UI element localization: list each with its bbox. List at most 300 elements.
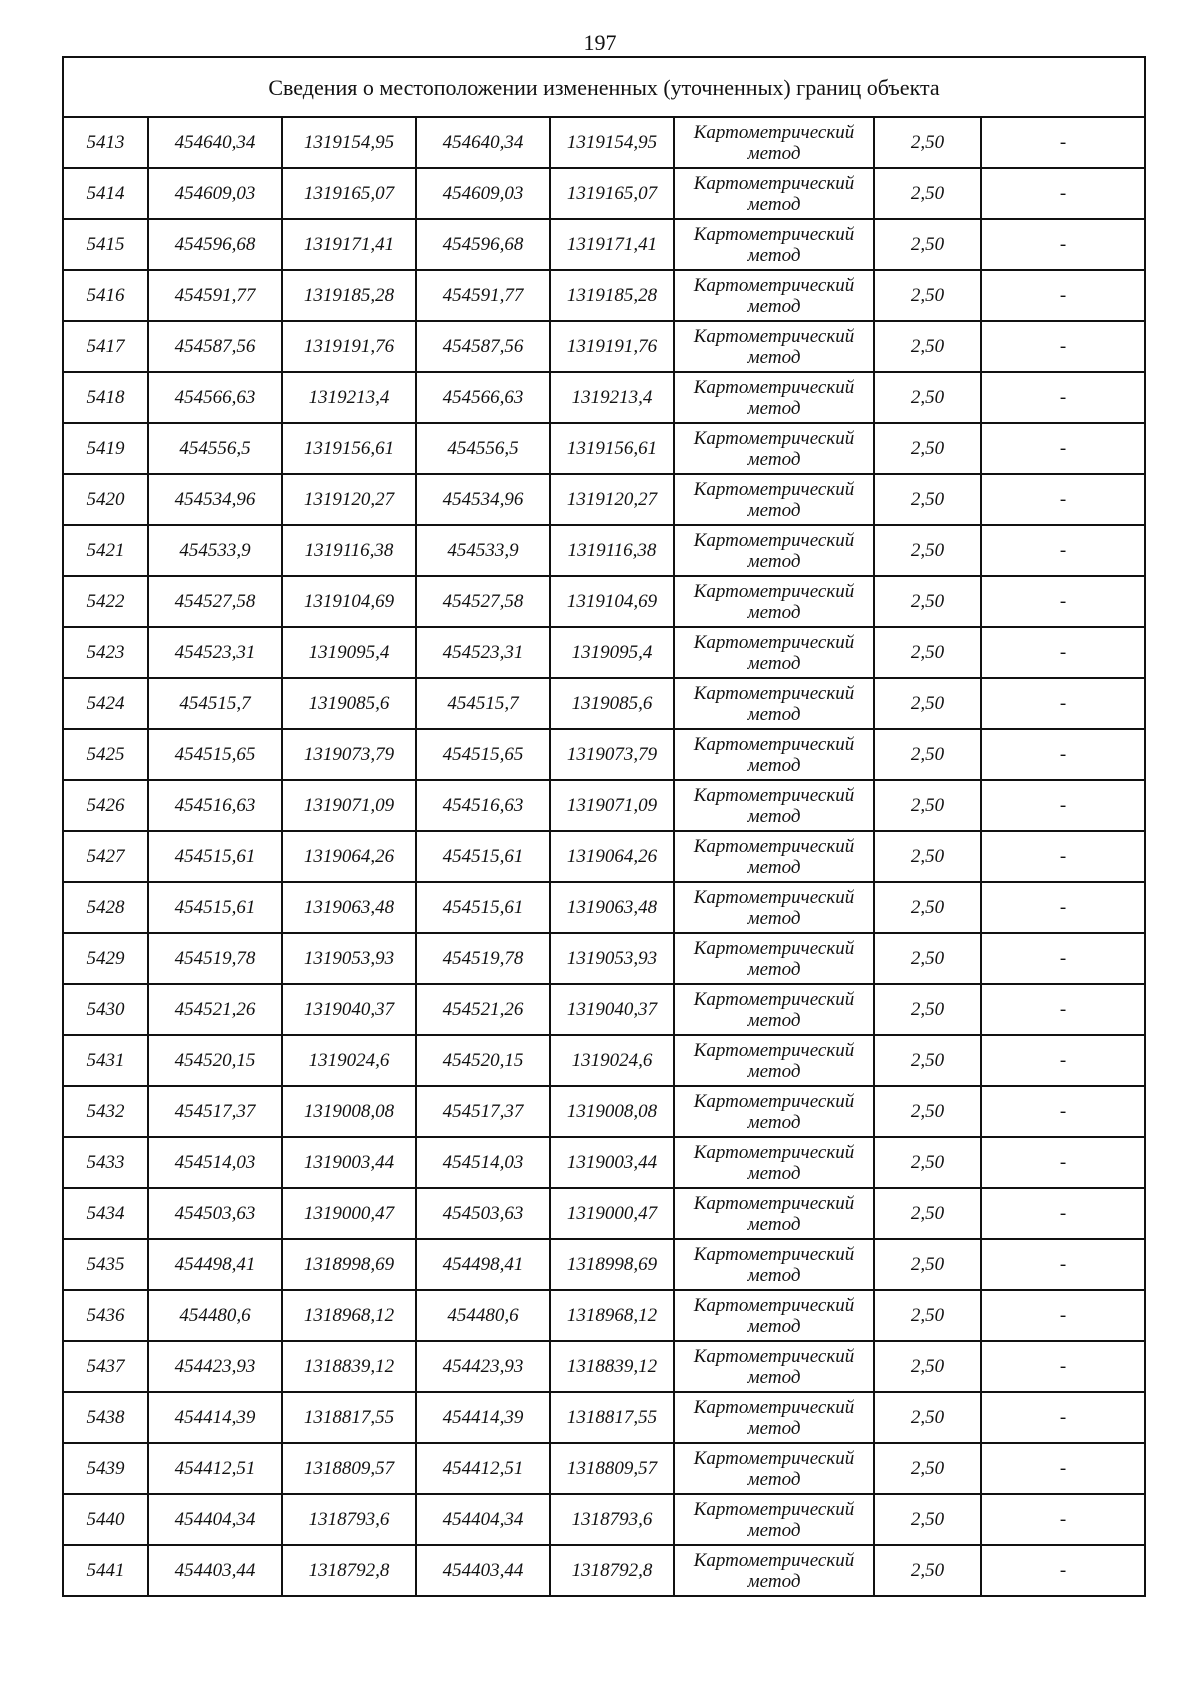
x-new-cell: 454517,37 [416,1086,550,1137]
method-line1: Картометрический [693,529,855,551]
table-row [63,1290,1145,1341]
accuracy-cell: 2,50 [874,1035,981,1086]
description-cell: - [981,372,1145,423]
method-line1: Картометрический [693,121,855,143]
method-cell [674,729,874,780]
y-new-cell: 1319040,37 [550,984,674,1035]
x-new-cell: 454514,03 [416,1137,550,1188]
x-existing-cell: 454515,61 [148,882,282,933]
y-existing-cell: 1319095,4 [282,627,416,678]
method-cell [674,1188,874,1239]
method-cell [674,780,874,831]
y-existing-cell: 1319008,08 [282,1086,416,1137]
method-cell [674,678,874,729]
description-cell: - [981,678,1145,729]
accuracy-cell: 2,50 [874,1137,981,1188]
method-cell [674,270,874,321]
x-new-cell: 454515,61 [416,831,550,882]
method-line1: Картометрический [693,1192,855,1214]
method-line1: Картометрический [693,376,855,398]
x-existing-cell: 454523,31 [148,627,282,678]
method-line2: метод [747,1366,801,1388]
accuracy-cell: 2,50 [874,1290,981,1341]
method-line2: метод [747,550,801,572]
point-number-cell: 5435 [63,1239,148,1290]
accuracy-cell: 2,50 [874,1545,981,1596]
y-existing-cell: 1319064,26 [282,831,416,882]
table-row [63,831,1145,882]
y-new-cell: 1319000,47 [550,1188,674,1239]
accuracy-cell: 2,50 [874,1443,981,1494]
description-cell: - [981,831,1145,882]
y-existing-cell: 1319040,37 [282,984,416,1035]
method-line2: метод [747,1162,801,1184]
y-existing-cell: 1319191,76 [282,321,416,372]
description-cell: - [981,576,1145,627]
y-new-cell: 1319104,69 [550,576,674,627]
method-line2: метод [747,601,801,623]
accuracy-cell: 2,50 [874,576,981,627]
method-cell [674,321,874,372]
y-new-cell: 1319165,07 [550,168,674,219]
method-line1: Картометрический [693,784,855,806]
table-row [63,1545,1145,1596]
y-existing-cell: 1319071,09 [282,780,416,831]
point-number-cell: 5418 [63,372,148,423]
x-new-cell: 454596,68 [416,219,550,270]
point-number-cell: 5425 [63,729,148,780]
table-row [63,1341,1145,1392]
accuracy-cell: 2,50 [874,525,981,576]
table-row [63,1137,1145,1188]
method-line1: Картометрический [693,580,855,602]
description-cell: - [981,933,1145,984]
y-existing-cell: 1319104,69 [282,576,416,627]
method-cell [674,1239,874,1290]
y-existing-cell: 1319154,95 [282,117,416,168]
method-line1: Картометрический [693,1396,855,1418]
description-cell: - [981,1290,1145,1341]
description-cell: - [981,525,1145,576]
method-cell [674,1035,874,1086]
method-line2: метод [747,907,801,929]
point-number-cell: 5429 [63,933,148,984]
table-title-row [63,57,1145,117]
method-cell [674,219,874,270]
y-existing-cell: 1319120,27 [282,474,416,525]
accuracy-cell: 2,50 [874,168,981,219]
method-line1: Картометрический [693,1294,855,1316]
x-new-cell: 454534,96 [416,474,550,525]
description-cell: - [981,780,1145,831]
method-line2: метод [747,1519,801,1541]
method-line1: Картометрический [693,1345,855,1367]
x-existing-cell: 454403,44 [148,1545,282,1596]
x-new-cell: 454515,65 [416,729,550,780]
table-row [63,1239,1145,1290]
y-new-cell: 1318998,69 [550,1239,674,1290]
method-cell [674,423,874,474]
x-new-cell: 454412,51 [416,1443,550,1494]
method-cell [674,576,874,627]
description-cell: - [981,882,1145,933]
y-new-cell: 1318968,12 [550,1290,674,1341]
y-new-cell: 1319156,61 [550,423,674,474]
accuracy-cell: 2,50 [874,882,981,933]
x-new-cell: 454519,78 [416,933,550,984]
table-row [63,627,1145,678]
point-number-cell: 5432 [63,1086,148,1137]
point-number-cell: 5428 [63,882,148,933]
point-number-cell: 5413 [63,117,148,168]
method-line2: метод [747,295,801,317]
description-cell: - [981,423,1145,474]
method-line2: метод [747,1213,801,1235]
description-cell: - [981,168,1145,219]
method-line1: Картометрический [693,682,855,704]
x-new-cell: 454533,9 [416,525,550,576]
table-row [63,219,1145,270]
x-existing-cell: 454514,03 [148,1137,282,1188]
page-number: 197 [583,30,617,55]
point-number-cell: 5420 [63,474,148,525]
description-cell: - [981,117,1145,168]
method-line1: Картометрический [693,1039,855,1061]
description-cell: - [981,1494,1145,1545]
x-new-cell: 454403,44 [416,1545,550,1596]
method-cell [674,1392,874,1443]
description-cell: - [981,1137,1145,1188]
x-existing-cell: 454587,56 [148,321,282,372]
y-existing-cell: 1318968,12 [282,1290,416,1341]
x-new-cell: 454527,58 [416,576,550,627]
y-existing-cell: 1319156,61 [282,423,416,474]
method-line2: метод [747,958,801,980]
method-cell [674,1341,874,1392]
accuracy-cell: 2,50 [874,474,981,525]
method-line2: метод [747,244,801,266]
description-cell: - [981,1545,1145,1596]
x-existing-cell: 454521,26 [148,984,282,1035]
x-existing-cell: 454404,34 [148,1494,282,1545]
accuracy-cell: 2,50 [874,729,981,780]
accuracy-cell: 2,50 [874,1188,981,1239]
y-existing-cell: 1318817,55 [282,1392,416,1443]
x-new-cell: 454523,31 [416,627,550,678]
x-existing-cell: 454640,34 [148,117,282,168]
x-existing-cell: 454480,6 [148,1290,282,1341]
method-line1: Картометрический [693,1447,855,1469]
accuracy-cell: 2,50 [874,831,981,882]
y-new-cell: 1319213,4 [550,372,674,423]
method-line1: Картометрический [693,1549,855,1571]
y-new-cell: 1319024,6 [550,1035,674,1086]
method-line1: Картометрический [693,274,855,296]
point-number-cell: 5419 [63,423,148,474]
table-row [63,729,1145,780]
method-cell [674,525,874,576]
method-cell [674,984,874,1035]
table-row [63,168,1145,219]
table-row [63,1494,1145,1545]
x-existing-cell: 454520,15 [148,1035,282,1086]
x-new-cell: 454591,77 [416,270,550,321]
y-new-cell: 1318817,55 [550,1392,674,1443]
x-existing-cell: 454498,41 [148,1239,282,1290]
method-cell [674,1290,874,1341]
accuracy-cell: 2,50 [874,117,981,168]
method-line1: Картометрический [693,733,855,755]
x-new-cell: 454498,41 [416,1239,550,1290]
x-existing-cell: 454527,58 [148,576,282,627]
x-existing-cell: 454414,39 [148,1392,282,1443]
method-line2: метод [747,499,801,521]
x-new-cell: 454404,34 [416,1494,550,1545]
table-row [63,117,1145,168]
y-existing-cell: 1318839,12 [282,1341,416,1392]
method-line2: метод [747,448,801,470]
x-existing-cell: 454609,03 [148,168,282,219]
accuracy-cell: 2,50 [874,627,981,678]
method-cell [674,117,874,168]
y-new-cell: 1319064,26 [550,831,674,882]
x-existing-cell: 454515,61 [148,831,282,882]
description-cell: - [981,321,1145,372]
table-row [63,423,1145,474]
description-cell: - [981,984,1145,1035]
table-row [63,678,1145,729]
method-line1: Картометрический [693,325,855,347]
x-new-cell: 454516,63 [416,780,550,831]
method-line1: Картометрический [693,1243,855,1265]
method-line2: метод [747,805,801,827]
y-new-cell: 1319008,08 [550,1086,674,1137]
method-line1: Картометрический [693,988,855,1010]
x-new-cell: 454521,26 [416,984,550,1035]
x-new-cell: 454503,63 [416,1188,550,1239]
method-line2: метод [747,346,801,368]
x-new-cell: 454566,63 [416,372,550,423]
point-number-cell: 5438 [63,1392,148,1443]
description-cell: - [981,1341,1145,1392]
table-row [63,1443,1145,1494]
x-existing-cell: 454515,7 [148,678,282,729]
table-row [63,933,1145,984]
y-new-cell: 1318839,12 [550,1341,674,1392]
y-existing-cell: 1319000,47 [282,1188,416,1239]
x-existing-cell: 454412,51 [148,1443,282,1494]
y-new-cell: 1319073,79 [550,729,674,780]
method-line1: Картометрический [693,937,855,959]
point-number-cell: 5416 [63,270,148,321]
method-line2: метод [747,1570,801,1592]
y-existing-cell: 1319165,07 [282,168,416,219]
table-row [63,474,1145,525]
x-existing-cell: 454423,93 [148,1341,282,1392]
method-line1: Картометрический [693,427,855,449]
point-number-cell: 5414 [63,168,148,219]
table-row [63,1392,1145,1443]
method-line1: Картометрический [693,835,855,857]
method-cell [674,1086,874,1137]
accuracy-cell: 2,50 [874,984,981,1035]
x-existing-cell: 454556,5 [148,423,282,474]
method-cell [674,1494,874,1545]
point-number-cell: 5439 [63,1443,148,1494]
x-new-cell: 454640,34 [416,117,550,168]
y-existing-cell: 1319063,48 [282,882,416,933]
accuracy-cell: 2,50 [874,1239,981,1290]
method-cell [674,1545,874,1596]
description-cell: - [981,270,1145,321]
point-number-cell: 5417 [63,321,148,372]
y-new-cell: 1319185,28 [550,270,674,321]
y-new-cell: 1319116,38 [550,525,674,576]
y-new-cell: 1319085,6 [550,678,674,729]
method-line1: Картометрический [693,886,855,908]
description-cell: - [981,1035,1145,1086]
description-cell: - [981,1086,1145,1137]
method-line2: метод [747,1264,801,1286]
table-row [63,1086,1145,1137]
y-existing-cell: 1319116,38 [282,525,416,576]
table-title: Сведения о местоположении измененных (уточненных) границ объекта [63,57,1145,117]
table-row [63,576,1145,627]
method-cell [674,831,874,882]
x-existing-cell: 454503,63 [148,1188,282,1239]
method-line2: метод [747,856,801,878]
y-existing-cell: 1319085,6 [282,678,416,729]
table-row [63,780,1145,831]
table-row [63,1035,1145,1086]
point-number-cell: 5424 [63,678,148,729]
y-existing-cell: 1318793,6 [282,1494,416,1545]
y-new-cell: 1319071,09 [550,780,674,831]
method-line2: метод [747,652,801,674]
method-line1: Картометрический [693,631,855,653]
x-new-cell: 454480,6 [416,1290,550,1341]
point-number-cell: 5431 [63,1035,148,1086]
y-new-cell: 1319120,27 [550,474,674,525]
description-cell: - [981,474,1145,525]
accuracy-cell: 2,50 [874,1086,981,1137]
y-new-cell: 1319063,48 [550,882,674,933]
description-cell: - [981,1443,1145,1494]
method-cell [674,372,874,423]
y-existing-cell: 1319003,44 [282,1137,416,1188]
description-cell: - [981,1239,1145,1290]
y-new-cell: 1319053,93 [550,933,674,984]
y-existing-cell: 1318792,8 [282,1545,416,1596]
point-number-cell: 5433 [63,1137,148,1188]
y-existing-cell: 1318809,57 [282,1443,416,1494]
description-cell: - [981,729,1145,780]
y-existing-cell: 1319073,79 [282,729,416,780]
y-new-cell: 1319003,44 [550,1137,674,1188]
method-line2: метод [747,1009,801,1031]
accuracy-cell: 2,50 [874,678,981,729]
x-existing-cell: 454519,78 [148,933,282,984]
accuracy-cell: 2,50 [874,780,981,831]
method-line1: Картометрический [693,1141,855,1163]
method-cell [674,474,874,525]
y-new-cell: 1319191,76 [550,321,674,372]
x-existing-cell: 454591,77 [148,270,282,321]
point-number-cell: 5427 [63,831,148,882]
x-existing-cell: 454596,68 [148,219,282,270]
method-line2: метод [747,193,801,215]
point-number-cell: 5426 [63,780,148,831]
accuracy-cell: 2,50 [874,1392,981,1443]
accuracy-cell: 2,50 [874,423,981,474]
method-line2: метод [747,1111,801,1133]
y-new-cell: 1318792,8 [550,1545,674,1596]
coordinates-table [62,56,1146,1597]
table-row [63,1188,1145,1239]
method-line2: метод [747,397,801,419]
y-new-cell: 1319171,41 [550,219,674,270]
table-row [63,321,1145,372]
table-row [63,984,1145,1035]
method-cell [674,933,874,984]
y-existing-cell: 1319185,28 [282,270,416,321]
table-row [63,270,1145,321]
accuracy-cell: 2,50 [874,321,981,372]
y-existing-cell: 1319213,4 [282,372,416,423]
method-line2: метод [747,703,801,725]
y-existing-cell: 1318998,69 [282,1239,416,1290]
point-number-cell: 5440 [63,1494,148,1545]
table-row [63,372,1145,423]
accuracy-cell: 2,50 [874,933,981,984]
point-number-cell: 5415 [63,219,148,270]
method-line1: Картометрический [693,1498,855,1520]
y-existing-cell: 1319053,93 [282,933,416,984]
method-line1: Картометрический [693,478,855,500]
x-new-cell: 454609,03 [416,168,550,219]
x-existing-cell: 454534,96 [148,474,282,525]
x-new-cell: 454520,15 [416,1035,550,1086]
method-line2: метод [747,1468,801,1490]
description-cell: - [981,1392,1145,1443]
method-line2: метод [747,1060,801,1082]
method-line1: Картометрический [693,223,855,245]
x-new-cell: 454515,7 [416,678,550,729]
y-existing-cell: 1319024,6 [282,1035,416,1086]
x-existing-cell: 454517,37 [148,1086,282,1137]
y-new-cell: 1318793,6 [550,1494,674,1545]
table-row [63,882,1145,933]
method-cell [674,627,874,678]
table-row [63,525,1145,576]
y-new-cell: 1319154,95 [550,117,674,168]
x-new-cell: 454414,39 [416,1392,550,1443]
accuracy-cell: 2,50 [874,1494,981,1545]
point-number-cell: 5434 [63,1188,148,1239]
accuracy-cell: 2,50 [874,219,981,270]
method-line2: метод [747,1315,801,1337]
method-line2: метод [747,754,801,776]
x-existing-cell: 454515,65 [148,729,282,780]
method-cell [674,168,874,219]
method-line2: метод [747,1417,801,1439]
y-existing-cell: 1319171,41 [282,219,416,270]
description-cell: - [981,627,1145,678]
point-number-cell: 5436 [63,1290,148,1341]
method-line1: Картометрический [693,1090,855,1112]
point-number-cell: 5421 [63,525,148,576]
method-line2: метод [747,142,801,164]
